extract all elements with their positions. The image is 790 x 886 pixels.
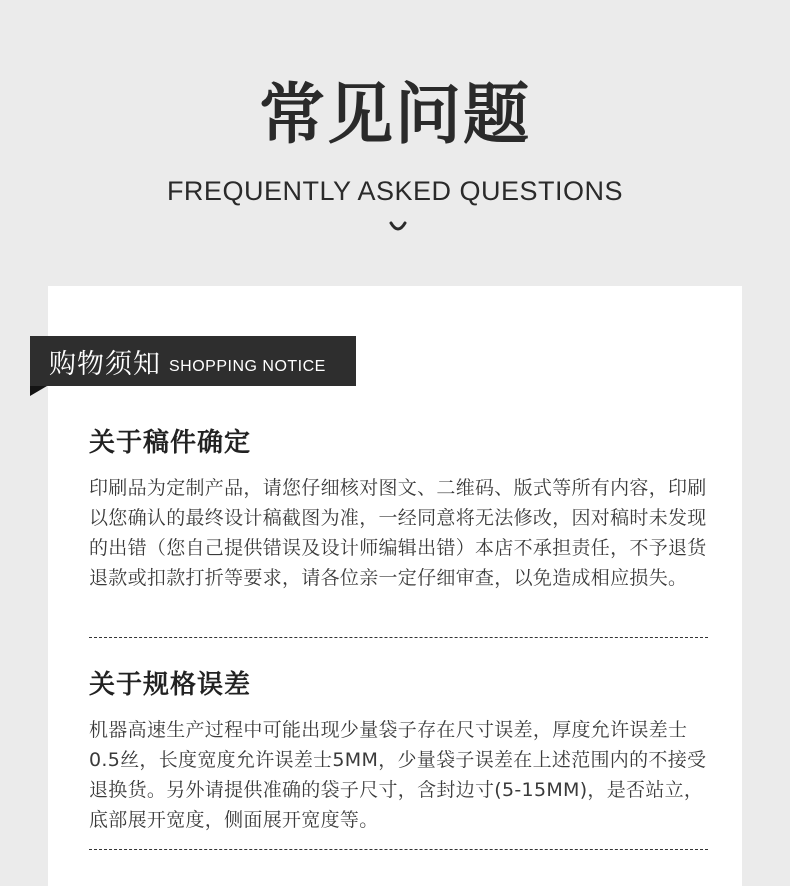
section-divider [89,637,708,638]
notice-label-cn: 购物须知 [49,348,161,380]
section-title-manuscript: 关于稿件确定 [89,428,252,458]
page-title-en: FREQUENTLY ASKED QUESTIONS [166,176,624,206]
smile-arc-icon [389,221,407,232]
banner-fold-shadow [30,386,47,396]
notice-label-en: SHOPPING NOTICE [169,358,326,375]
shopping-notice-banner [30,336,356,386]
section-body-spec-tolerance: 机器高速生产过程中可能出现少量袋子存在尺寸误差，厚度允许误差士0.5丝，长度宽度允许误差士5MM，少量袋子误差在上述范围内的不接受退换货。另外请提供准确的袋子尺寸，含封边寸(5-15MM)，是否站立，底部展开宽度，侧面展开宽度等。 [89,719,707,831]
section-title-spec-tolerance: 关于规格误差 [89,670,252,700]
section-divider [89,849,708,850]
section-body-manuscript: 印刷品为定制产品，请您仔细核对图文、二维码、版式等所有内容，印刷以您确认的最终设计稿截图为准，一经同意将无法修改，因对稿时未发现的出错（您自己提供错误及设计师编辑出错）本店不承担责任，不予退货退款或扣款打折等要求，请各位亲一定仔细审查，以免造成相应损失。 [89,477,707,589]
page-title-cn: 常见问题 [259,76,531,153]
